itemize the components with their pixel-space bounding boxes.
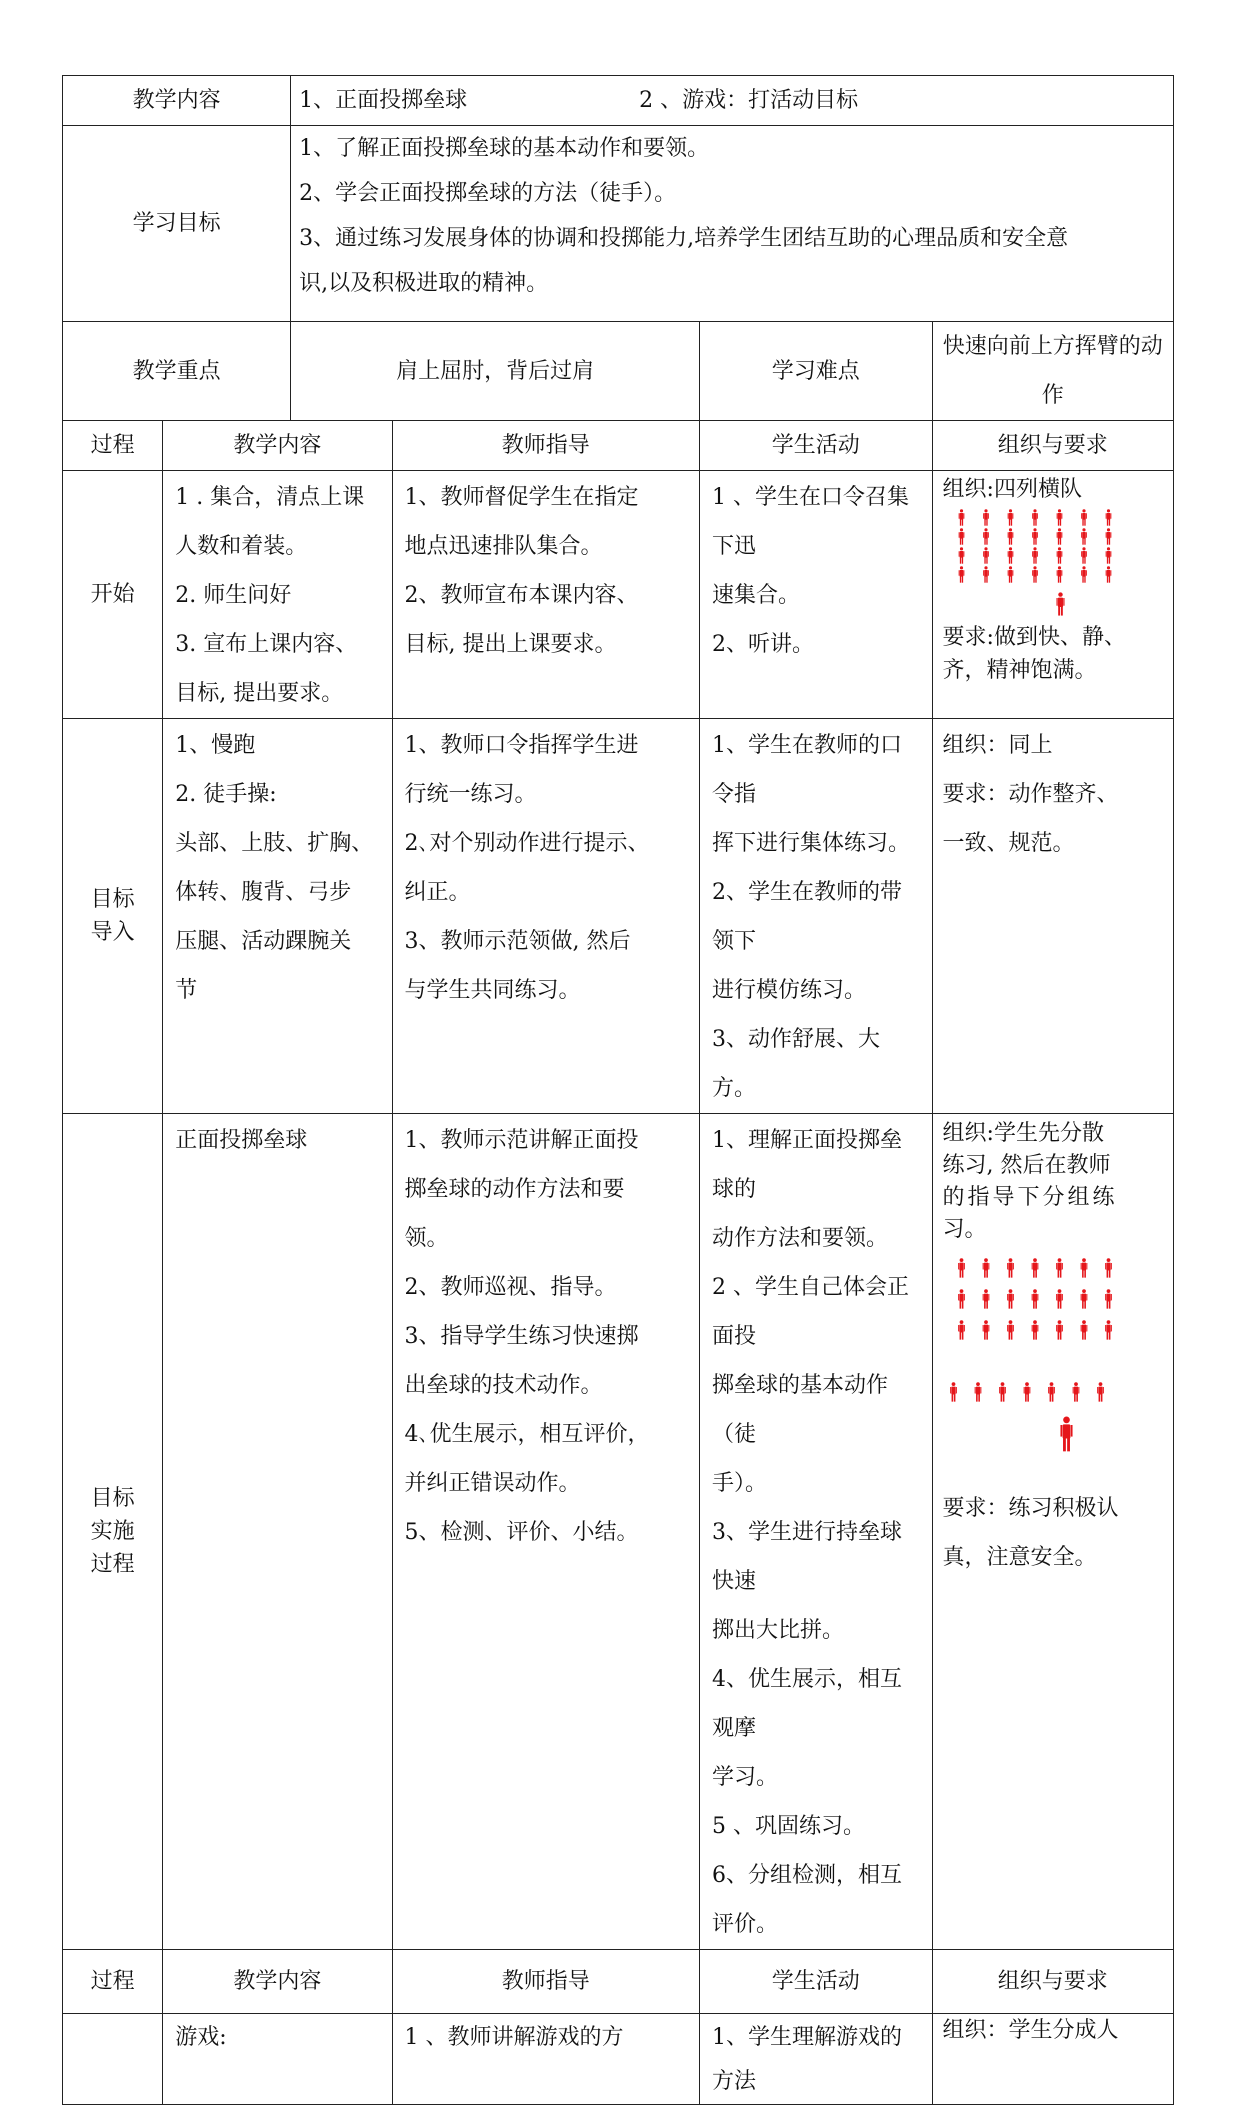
intro-content-line: 1、慢跑: [175, 733, 256, 758]
student-figure-icon: [1032, 509, 1038, 525]
student-figure-icon: [1097, 1382, 1104, 1401]
student-figure-icon: [1056, 566, 1062, 582]
implement-student-line: 5 、巩固练习。: [712, 1814, 865, 1839]
intro-student-line: 3、动作舒展、大方。: [712, 1027, 880, 1101]
implement-student-line: 学习。: [712, 1765, 779, 1790]
student-figure-icon: [1007, 509, 1013, 525]
stage-implement-line: 过程: [90, 1552, 135, 1577]
col-teacher-2: 教师指导: [392, 1950, 699, 2014]
intro-content: [163, 719, 392, 1114]
student-figure-icon: [958, 547, 964, 563]
implement-content-line: 正面投掷垒球: [175, 1128, 308, 1153]
student-figure-icon: [1007, 566, 1013, 582]
intro-org-line: 一致、规范。: [942, 831, 1075, 856]
game-org: 组织：学生分成人: [932, 2014, 1173, 2105]
intro-student-line: 1、学生在教师的口令指: [712, 733, 902, 807]
start-content-line: 目标, 提出要求。: [175, 681, 344, 706]
student-figure-icon: [974, 1382, 981, 1401]
intro-teacher-line: 与学生共同练习。: [404, 978, 581, 1003]
col-process-2: 过程: [63, 1950, 163, 2014]
start-teacher-line: 2、教师宣布本课内容、: [404, 583, 639, 608]
student-figure-icon: [1056, 547, 1062, 563]
stage-implement-line: 目标: [90, 1486, 135, 1511]
stage-intro-line: 导入: [90, 920, 135, 945]
start-org-top: 组织:四列横队: [942, 477, 1082, 502]
content-label: 教学内容: [63, 76, 291, 126]
student-figure-icon: [1007, 547, 1013, 563]
objective-4: 识,以及积极进取的精神。: [299, 271, 549, 296]
student-figure-icon: [1105, 528, 1111, 544]
implement-student-line: 6、分组检测，相互评价。: [712, 1863, 902, 1937]
student-figure-icon: [983, 528, 989, 544]
student-figure-icon: [958, 509, 964, 525]
student-figure-icon: [1031, 1289, 1038, 1308]
student-figure-icon: [1031, 1320, 1038, 1339]
student-figure-icon: [1105, 566, 1111, 582]
start-content-line: 人数和着装。: [175, 534, 308, 559]
game-stage: [63, 2014, 163, 2105]
col-content: 教学内容: [163, 421, 392, 471]
student-figure-icon: [1023, 1382, 1030, 1401]
implement-teacher-line: 1、教师示范讲解正面投: [404, 1128, 639, 1153]
implement-student-line: 2 、学生自己体会正面投: [712, 1275, 909, 1349]
intro-org-line: 组织：同上: [942, 733, 1053, 758]
student-figure-icon: [1056, 1320, 1063, 1339]
implement-org-req-line: 真，注意安全。: [942, 1545, 1097, 1570]
start-student-line: 速集合。: [712, 583, 801, 608]
intro-teacher-line: 纠正。: [404, 880, 471, 905]
implement-teacher-line: 4､优生展示，相互评价，: [404, 1422, 650, 1447]
student-figure-icon: [1007, 1320, 1014, 1339]
start-teacher-line: 1、教师督促学生在指定: [404, 485, 639, 510]
implement-org: [932, 1114, 1173, 1950]
intro-org: [932, 719, 1173, 1114]
implement-student-line: 手）。: [712, 1471, 768, 1496]
intro-content-line: 节: [175, 978, 198, 1003]
game-teacher: 1 、教师讲解游戏的方: [392, 2014, 699, 2105]
student-figure-icon: [1080, 1320, 1087, 1339]
student-figure-icon: [950, 1382, 957, 1401]
difficulty: 快速向前上方挥臂的动作: [932, 322, 1173, 421]
intro-student-line: 进行模仿练习。: [712, 978, 867, 1003]
implement-student: [700, 1114, 933, 1950]
content-item-1: 1、正面投掷垒球: [299, 87, 468, 113]
implement-teacher-line: 2、教师巡视、指导。: [404, 1275, 617, 1300]
implement-org-top-line: 练习, 然后在教师: [942, 1153, 1111, 1178]
teacher-figure-icon: [1060, 1417, 1072, 1452]
stage-start: 开始: [63, 471, 163, 719]
col-org-2: 组织与要求: [932, 1950, 1173, 2014]
implement-teacher-line: 掷垒球的动作方法和要: [404, 1177, 625, 1202]
key-point: 肩上屈肘，背后过肩: [291, 322, 700, 421]
implement-content: [163, 1114, 392, 1950]
intro-student: [700, 719, 933, 1114]
student-figure-icon: [1048, 1382, 1055, 1401]
game-student: 1、学生理解游戏的方法: [700, 2014, 933, 2105]
stage-implement-line: 实施: [90, 1519, 135, 1544]
student-figure-icon: [1007, 1258, 1014, 1277]
student-figure-icon: [1105, 1320, 1112, 1339]
game-content: 游戏:: [163, 2014, 392, 2105]
intro-teacher: [392, 719, 699, 1114]
implement-teacher-line: 3、指导学生练习快速掷: [404, 1324, 639, 1349]
student-figure-icon: [1032, 566, 1038, 582]
intro-student-line: 2、学生在教师的带领下: [712, 880, 902, 954]
objective-2: 2、学会正面投掷垒球的方法（徒手）。: [299, 181, 677, 206]
implement-student-line: 4、优生展示，相互观摩: [712, 1667, 902, 1741]
stage-intro-line: 目标: [90, 887, 135, 912]
student-figure-icon: [1072, 1382, 1079, 1401]
student-figure-icon: [982, 1258, 989, 1277]
student-figure-icon: [1105, 547, 1111, 563]
start-org: [932, 471, 1173, 719]
start-teacher: [392, 471, 699, 719]
student-figure-icon: [1081, 566, 1087, 582]
col-teacher: 教师指导: [392, 421, 699, 471]
teacher-figure-icon: [1056, 592, 1064, 615]
student-figure-icon: [983, 509, 989, 525]
student-figure-icon: [1081, 528, 1087, 544]
student-figure-icon: [1080, 1289, 1087, 1308]
col-student: 学生活动: [700, 421, 933, 471]
implement-teacher: [392, 1114, 699, 1950]
intro-teacher-line: 1、教师口令指挥学生进: [404, 733, 639, 758]
difficulty-label: 学习难点: [700, 322, 933, 421]
student-figure-icon: [1081, 547, 1087, 563]
stage-intro: [63, 719, 163, 1114]
intro-teacher-line: 2､对个别动作进行提示、: [404, 831, 650, 856]
student-figure-icon: [983, 547, 989, 563]
start-student-line: 2、听讲。: [712, 632, 814, 657]
objectives-label: 学习目标: [63, 126, 291, 322]
intro-student-line: 挥下进行集体练习。: [712, 831, 911, 856]
content-item-2: 2 、游戏：打活动目标: [639, 87, 859, 113]
student-figure-icon: [1056, 1258, 1063, 1277]
four-row-formation-diagram: [943, 505, 1143, 621]
col-content-2: 教学内容: [163, 1950, 392, 2014]
implement-student-line: 1、理解正面投掷垒球的: [712, 1128, 902, 1202]
student-figure-icon: [1056, 528, 1062, 544]
implement-teacher-line: 出垒球的技术动作。: [404, 1373, 603, 1398]
student-figure-icon: [983, 566, 989, 582]
group-practice-formation-diagram: [943, 1246, 1148, 1484]
student-figure-icon: [1080, 1258, 1087, 1277]
implement-org-top-line: 组织:学生先分散: [942, 1121, 1104, 1146]
col-student-2: 学生活动: [700, 1950, 933, 2014]
content-items: [291, 76, 1174, 126]
student-figure-icon: [982, 1320, 989, 1339]
start-content-line: 2. 师生问好: [175, 583, 292, 608]
implement-student-line: 掷出大比拼。: [712, 1618, 845, 1643]
intro-content-line: 体转、腹背、弓步: [175, 880, 352, 905]
student-figure-icon: [1007, 528, 1013, 544]
student-figure-icon: [958, 566, 964, 582]
student-figure-icon: [1056, 509, 1062, 525]
student-figure-icon: [1105, 509, 1111, 525]
intro-content-line: 压腿、活动踝腕关: [175, 929, 352, 954]
implement-teacher-line: 并纠正错误动作。: [404, 1471, 581, 1496]
student-figure-icon: [958, 1289, 965, 1308]
implement-org-top-line: 习。: [942, 1217, 987, 1242]
implement-student-line: 掷垒球的基本动作（徒: [712, 1373, 889, 1447]
objective-3: 3、通过练习发展身体的协调和投掷能力,培养学生团结互助的心理品质和安全意: [299, 226, 1069, 251]
lesson-plan-table: [62, 75, 1174, 2105]
student-figure-icon: [1105, 1289, 1112, 1308]
start-org-req-1: 要求:做到快、静、: [942, 625, 1126, 650]
implement-org-req-line: 要求：练习积极认: [942, 1496, 1119, 1521]
student-figure-icon: [999, 1382, 1006, 1401]
implement-org-top-line: 的指导下分组练: [942, 1185, 1118, 1210]
student-figure-icon: [1032, 547, 1038, 563]
implement-student-line: 3、学生进行持垒球快速: [712, 1520, 902, 1594]
student-figure-icon: [1105, 1258, 1112, 1277]
start-student: [700, 471, 933, 719]
student-figure-icon: [1056, 1289, 1063, 1308]
start-teacher-line: 目标, 提出上课要求。: [404, 632, 617, 657]
implement-student-line: 动作方法和要领。: [712, 1226, 889, 1251]
student-figure-icon: [1081, 509, 1087, 525]
objective-1: 1、了解正面投掷垒球的基本动作和要领。: [299, 136, 710, 161]
objectives: [291, 126, 1174, 322]
start-content-line: 3. 宣布上课内容、: [175, 632, 358, 657]
implement-teacher-line: 5、检测、评价、小结。: [404, 1520, 639, 1545]
student-figure-icon: [1007, 1289, 1014, 1308]
student-figure-icon: [1032, 528, 1038, 544]
implement-teacher-line: 领。: [404, 1226, 449, 1251]
student-figure-icon: [1031, 1258, 1038, 1277]
intro-teacher-line: 3、教师示范领做, 然后: [404, 929, 631, 954]
intro-org-line: 要求：动作整齐、: [942, 782, 1119, 807]
start-org-req-2: 齐，精神饱满。: [942, 658, 1097, 683]
student-figure-icon: [958, 528, 964, 544]
student-figure-icon: [958, 1258, 965, 1277]
student-figure-icon: [958, 1320, 965, 1339]
key-point-label: 教学重点: [63, 322, 291, 421]
student-figure-icon: [982, 1289, 989, 1308]
start-content: [163, 471, 392, 719]
stage-implement: [63, 1114, 163, 1950]
start-content-line: 1 . 集合，清点上课: [175, 485, 365, 510]
intro-content-line: 头部、上肢、扩胸、: [175, 831, 374, 856]
start-student-line: 1 、学生在口令召集下迅: [712, 485, 909, 559]
col-process: 过程: [63, 421, 163, 471]
start-teacher-line: 地点迅速排队集合。: [404, 534, 603, 559]
col-org: 组织与要求: [932, 421, 1173, 471]
intro-teacher-line: 行统一练习。: [404, 782, 537, 807]
intro-content-line: 2. 徒手操:: [175, 782, 277, 807]
